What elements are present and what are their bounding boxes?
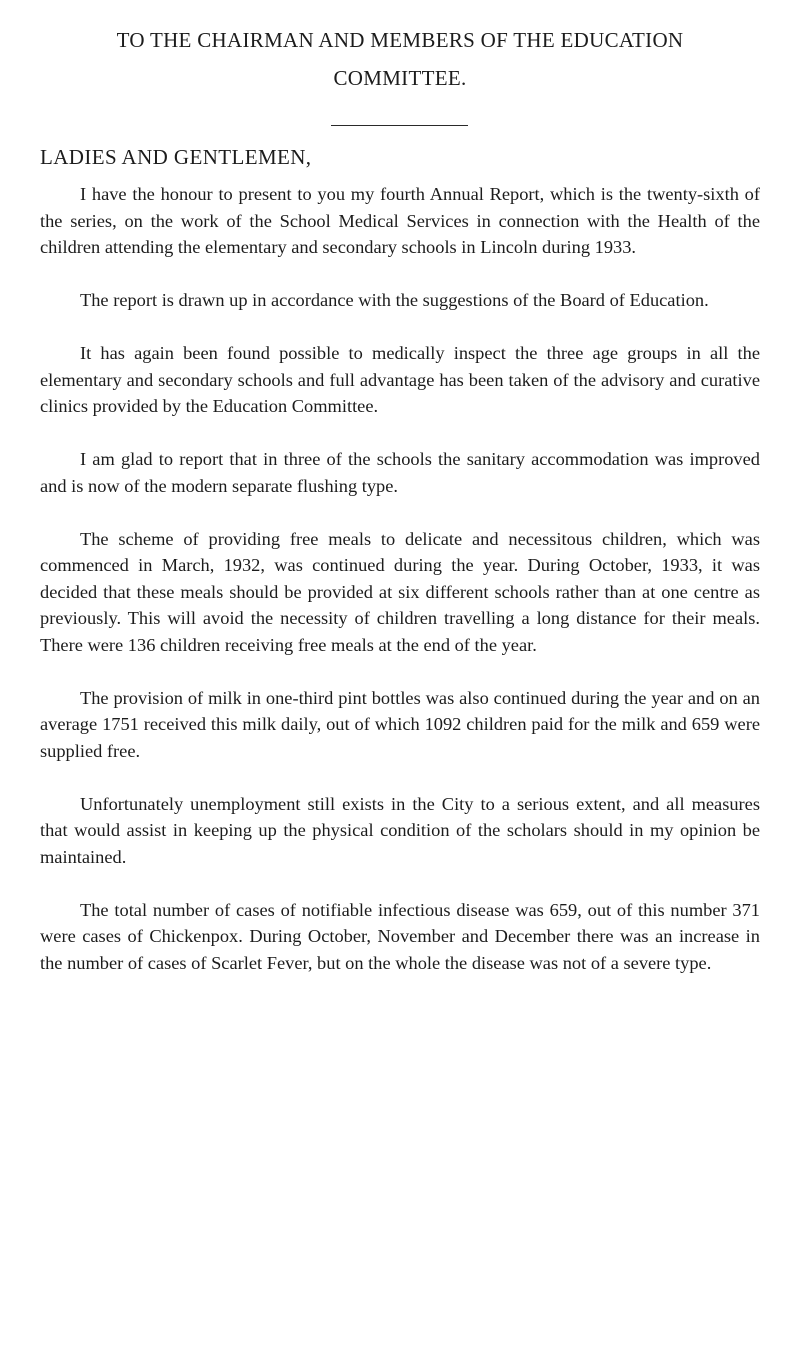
paragraph-infectious-disease: The total number of cases of notifiable infectious disease was 659, out of this number 371 were cases of Chickenpox. During October, November and December there was an increase in the number of cases of Scarlet Fever, but on the whole the disease was not of a severe type.	[40, 899, 760, 973]
paragraph-sanitary-accommodation: I am glad to report that in three of the schools the sanitary accommodation was improved and is now of the modern separate flushing type.	[40, 449, 760, 496]
paragraph-board-of-education: The report is drawn up in accordance with the suggestions of the Board of Education.	[80, 290, 709, 310]
paragraph-unemployment: Unfortunately unemployment still exists in the City to a serious extent, and all measures that would assist in keeping up the physical condition of the scholars should in my opinion be maintained.	[40, 793, 760, 867]
salutation: LADIES AND GENTLEMEN,	[40, 145, 312, 169]
report-body	[40, 181, 760, 1003]
heading-line-1: TO THE CHAIRMAN AND MEMBERS OF THE EDUCATION	[116, 28, 684, 52]
heading-line-2: COMMITTEE.	[333, 66, 467, 90]
divider-rule	[331, 125, 468, 126]
paragraph-milk-provision: The provision of milk in one-third pint bottles was also continued during the year and on an average 1751 received this milk daily, out of which 1092 children paid for the milk and 659 were supplied free.	[40, 687, 760, 761]
paragraph-intro: I have the honour to present to you my fourth Annual Report, which is the twenty-sixth of the series, on the work of the School Medical Services in connection with the Health of the children attending the elementary and secondary schools in Lincoln during 1933.	[40, 184, 760, 257]
paragraph-free-meals: The scheme of providing free meals to delicate and necessitous children, which was commenced in March, 1932, was continued during the year. During October, 1933, it was decided that these meals should be provided at six different schools rather than at one centre as previously. This will avoid the necessity of children travelling a long distance for their meals. There were 136 children receiving free meals at the end of the year.	[40, 528, 760, 655]
paragraph-medical-inspection: It has again been found possible to medically inspect the three age groups in all the elementary and secondary schools and full advantage has been taken of the advisory and curative clinics provided by the Education Committee.	[40, 343, 760, 416]
